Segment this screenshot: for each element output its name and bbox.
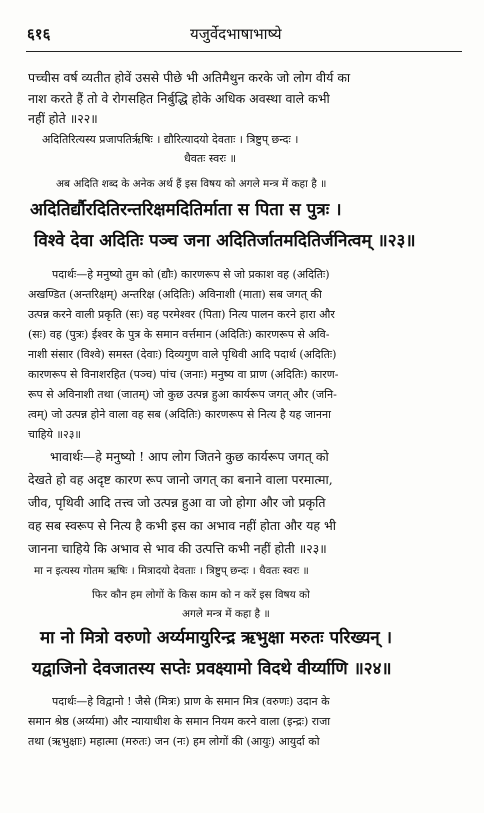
verse-24-padartha: पदार्थः—हे विद्वानो ! जैसे (मित्रः) प्राण के समान मित्र (वरुणः) उदान के: [52, 695, 330, 708]
page-number: ६१६: [27, 25, 51, 43]
verse-23-padartha: अखण्डित (अन्तरिक्षम्) अन्तरिक्ष (अदितिः) अविनाशी (माता) सब जगत् की: [28, 288, 322, 301]
verse-23-mantra: विश्वे देवा अदितिः पञ्च जना अदितिर्जातमदितिर्जनित्वम् ॥२३॥: [34, 231, 416, 251]
verse-23-padartha: उत्पन्न करने वाली प्रकृति (सः) वह परमेश्वर (पिता) नित्य पालन करने हारा और: [28, 308, 335, 321]
continuation-line: पच्चीस वर्ष व्यतीत होवें उससे पीछे भी अतिमैथुन करके जो लोग वीर्य का: [28, 70, 351, 85]
header-rule: [26, 51, 462, 52]
verse-23-padartha: (सः) वह (पुत्रः) ईश्वर के पुत्र के समान वर्त्तमान (अदितिः) कारणरूप से अवि-: [28, 328, 330, 341]
verse-23-padartha: रूप से अविनाशी तथा (जातम्) जो कुछ उत्पन्न हुआ कार्यरूप जगत् और (जनि-: [28, 388, 337, 401]
verse-24-padartha: समान श्रेष्ठ (अर्य्यमा) और न्यायाधीश के समान नियम करने वाला (इन्द्रः) राजा: [28, 715, 331, 728]
verse-24-mantra: यद्वाजिनो देवजातस्य सप्तेः प्रवक्ष्यामो विदथे वीर्य्याणि ॥२४॥: [32, 659, 392, 679]
continuation-line: नाश करते हैं तो वे रोगसहित निर्बुद्धि होके अधिक अवस्था वाले कभी: [28, 91, 330, 106]
verse-23-meta: अदितिरित्यस्य प्रजापतिर्ऋषिः । द्यौरित्यादयो देवताः । त्रिष्टुप् छन्दः ।: [42, 133, 299, 146]
verse-23-padartha: पदार्थः—हे मनुष्यो तुम को (द्यौः) कारणरूप से जो प्रकाश वह (अदितिः): [52, 268, 330, 281]
verse-24-intro: फिर कौन हम लोगों के किस काम को न करें इस विषय को: [92, 589, 310, 601]
verse-24-padartha: तथा (ऋभुक्षाः) महात्मा (मरुतः) जन (नः) हम लोगों की (आयुः) आयुर्दा को: [28, 735, 320, 748]
verse-23-bhavartha: जीव, पृथिवी आदि तत्त्व जो उत्पन्न हुआ वा जो होगा और जो प्रकृति: [28, 495, 326, 510]
verse-23-bhavartha: देखते हो वह अदृष्ट कारण रूप जानो जगत् का बनाने वाला परमात्मा,: [28, 472, 333, 487]
verse-23-mantra: अदितिर्द्यौरदितिरन्तरिक्षमदितिर्माता स पिता स पुत्रः ।: [30, 200, 342, 220]
continuation-line: नहीं होते ॥२२॥: [28, 111, 98, 126]
verse-23-bhavartha: भावार्थः—हे मनुष्यो ! आप लोग जितने कुछ कार्यरूप जगत् को: [50, 449, 329, 464]
running-title: यजुर्वेदभाषाभाष्ये: [190, 25, 282, 43]
verse-23-padartha: नाशी संसार (विश्वे) समस्त (देवाः) दिव्यगुण वाले पृथिवी आदि पदार्थ (अदितिः): [28, 348, 337, 361]
verse-24-intro: अगले मन्त्र में कहा है ॥: [182, 608, 270, 620]
verse-23-padartha: चाहिये ॥२३॥: [28, 428, 82, 441]
verse-23-padartha: कारणरूप से विनाशरहित (पञ्च) पांच (जनाः) मनुष्य वा प्राण (अदितिः) कारण-: [28, 368, 339, 381]
verse-23-bhavartha: वह सब स्वरूप से नित्य है कभी इस का अभाव नहीं होता और यह भी: [28, 518, 337, 533]
verse-23-intro: अब अदिति शब्द के अनेक अर्थ हैं इस विषय को अगले मन्त्र में कहा है ॥: [56, 178, 327, 190]
verse-23-padartha: त्वम्) जो उत्पन्न होने वाला वह सब (अदितिः) कारणरूप से नित्य है यह जानना: [28, 408, 331, 421]
verse-24-mantra: मा नो मित्रो वरुणो अर्य्यमायुरिन्द्र ऋभुक्षा मरुतः परिख्यन् ।: [40, 628, 393, 648]
verse-24-meta: मा न इत्यस्य गोतम ऋषिः । मित्रादयो देवताः । त्रिष्टुप् छन्दः । धैवतः स्वरः ॥: [34, 565, 309, 577]
verse-23-meta: धैवतः स्वरः ॥: [184, 152, 237, 165]
verse-23-bhavartha: जानना चाहिये कि अभाव से भाव की उत्पत्ति कभी नहीं होती ॥२३॥: [28, 541, 327, 556]
